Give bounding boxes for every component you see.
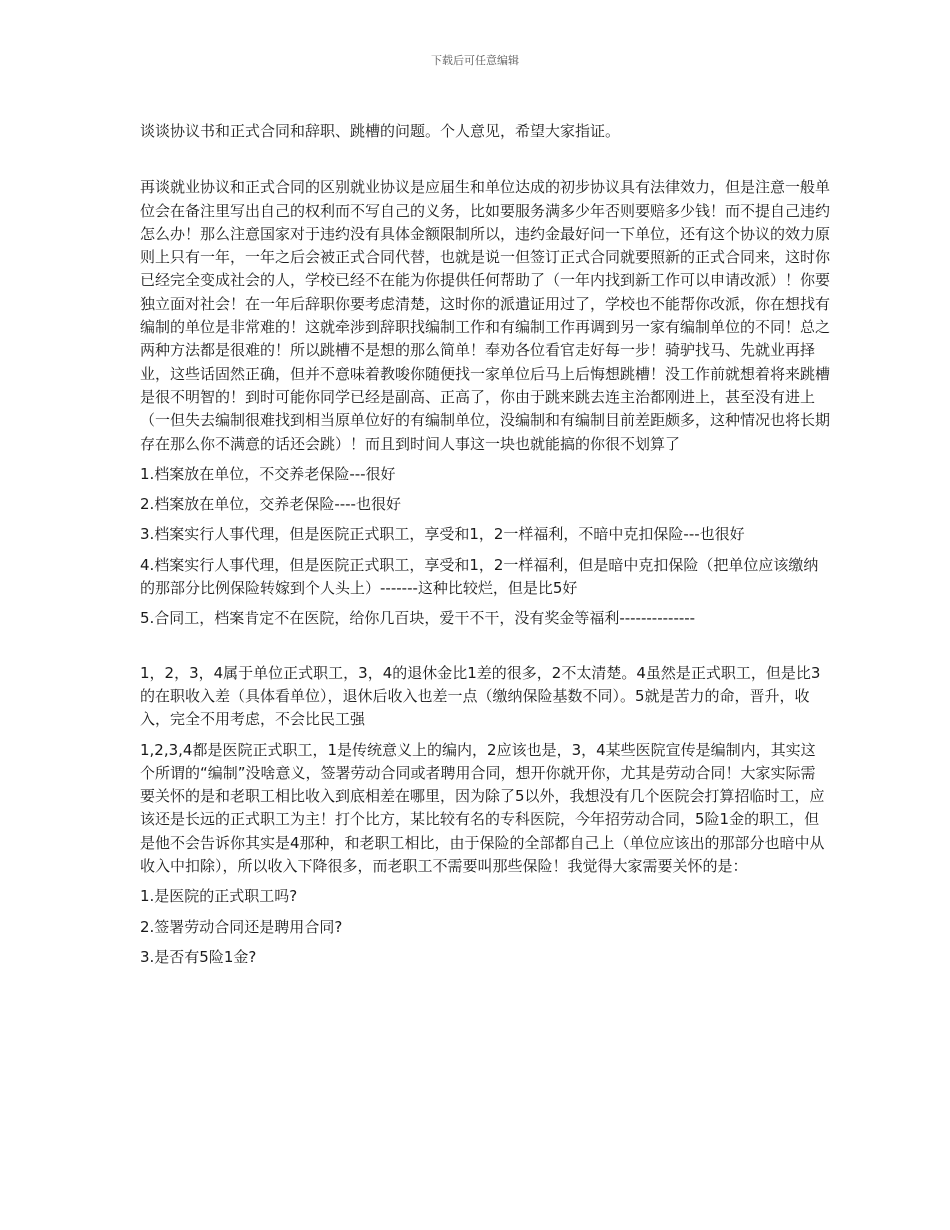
list-item: 3.档案实行人事代理，但是医院正式职工，享受和1，2一样福利，不暗中克扣保险---也很好: [140, 525, 745, 544]
paragraph-analysis: 1,2,3,4都是医院正式职工，1是传统意义上的编内，2应该也是，3，4某些医院宣传是编制内，其实这个所谓的“编制”没啥意义，签署劳动合同或者聘用合同，想开你就开你，尤其是劳动合同！大家实际需要关怀的是和老职工相比收入到底相差在哪里，因为除了5以外，我想没有几个医院会打算招临时工，应该还是长远的正式职工为主！打个比方，某比较有名的专科医院，今年招劳动合同，5险1金的职工，但是他不会告诉你其实是4那种，和老职工相比，由于保险的全部都自己上（单位应该出的那部分也暗中从收入中扣除），所以收入下降很多，而老职工不需要叫那些保险！我觉得大家需要关怀的是：: [140, 740, 825, 876]
page-header: 下载后可任意编辑: [431, 54, 519, 67]
list-item: 2.档案放在单位，交养老保险----也很好: [140, 495, 401, 514]
list-item: 2.签署劳动合同还是聘用合同?: [140, 917, 343, 936]
list-item: 5.合同工，档案肯定不在医院，给你几百块，爱干不干，没有奖金等福利--------------: [140, 609, 696, 628]
list-item: 3.是否有5险1金?: [140, 947, 257, 966]
list-item: 4.档案实行人事代理，但是医院正式职工，享受和1，2一样福利，但是暗中克扣保险（把单位应该缴纳的那部分比例保险转嫁到个人头上）-------这种比较烂，但是比5好: [140, 555, 819, 598]
intro-line: 谈谈协议书和正式合同和辞职、跳槽的问题。个人意见，希望大家指证。: [140, 122, 621, 140]
document-body: [140, 120, 830, 969]
list-item: 1.是医院的正式职工吗?: [140, 887, 298, 906]
list-item: 1.档案放在单位，不交养老保险---很好: [140, 464, 396, 483]
paragraph-comparison: 1，2，3，4属于单位正式职工，3，4的退休金比1差的很多，2不太清楚。4虽然是正式职工，但是比3的在职收入差（具体看单位），退休后收入也差一点（缴纳保险基数不同）。5就是苦力的命，晋升，收入，完全不用考虑，不会比民工强: [140, 663, 821, 729]
paragraph-agreement: 再谈就业协议和正式合同的区别就业协议是应届生和单位达成的初步协议具有法律效力，但是注意一般单位会在备注里写出自己的权利而不写自己的义务，比如要服务满多少年否则要赔多少钱！而不提自己违约怎么办！那么注意国家对于违约没有具体金额限制所以，违约金最好问一下单位，还有这个协议的效力原则上只有一年，一年之后会被正式合同代替，也就是说一但签订正式合同就要照新的正式合同来，这时你已经完全变成社会的人，学校已经不在能为你提供任何帮助了（一年内找到新工作可以申请改派）！你要独立面对社会！在一年后辞职你要考虑清楚，这时你的派遣证用过了，学校也不能帮你改派，你在想找有编制的单位是非常难的！这就牵涉到辞职找编制工作和有编制工作再调到另一家有编制单位的不同！总之两种方法都是很难的！所以跳槽不是想的那么简单！奉劝各位看官走好每一步！骑驴找马、先就业再择业，这些话固然正确，但并不意味着教唆你随便找一家单位后马上后悔想跳槽！没工作前就想着将来跳槽是很不明智的！到时可能你同学已经是副高、正高了，你由于跳来跳去连主治都刚进上，甚至没有进上（一但失去编制很难找到相当原单位好的有编制单位，没编制和有编制目前差距颇多，这种情况也将长期存在那么你不满意的话还会跳）！而且到时间人事这一块也就能搞的你很不划算了: [140, 178, 831, 453]
